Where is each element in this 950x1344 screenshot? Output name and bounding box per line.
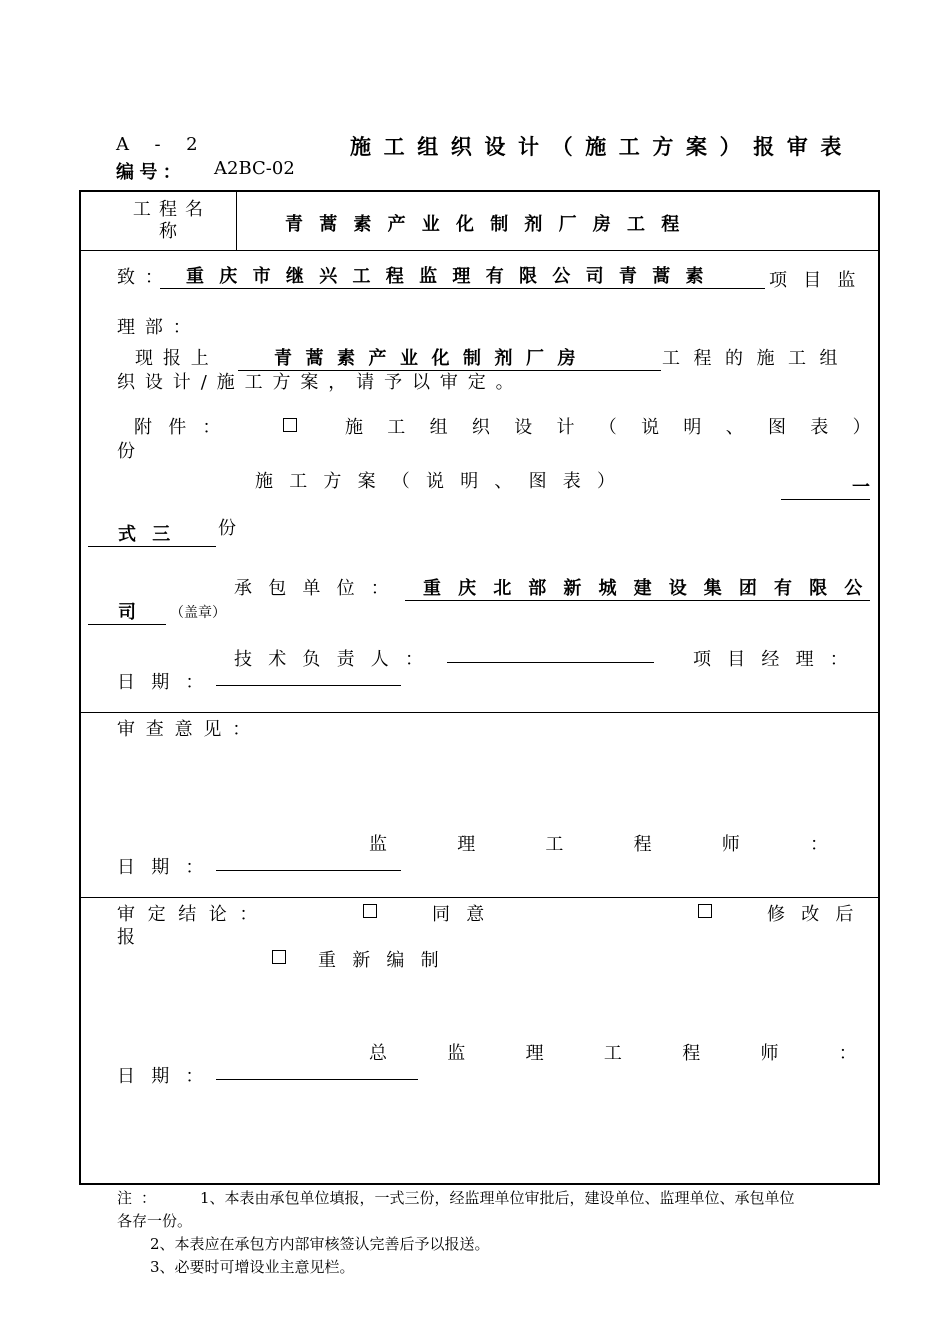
attachment-item-2: 施工方案（说明、图表） bbox=[255, 471, 632, 492]
seal-note: （盖章） bbox=[170, 605, 226, 621]
option-agree: 同意 bbox=[432, 904, 501, 925]
to-suffix-2: 理部： bbox=[117, 317, 201, 338]
redo-checkbox-icon[interactable] bbox=[272, 948, 286, 967]
option-revise-suffix: 报 bbox=[117, 927, 135, 948]
report-prefix: 现报上 bbox=[135, 348, 219, 369]
review-opinion-label: 审查意见： bbox=[117, 719, 261, 740]
project-manager-label: 项目经理： bbox=[693, 649, 864, 670]
divider bbox=[81, 897, 878, 898]
date-line-1[interactable] bbox=[216, 685, 401, 686]
contractor-value-a: 重庆北部新城建设集团有限公 bbox=[405, 574, 870, 601]
attachment-item-1: 施工组织设计（说明、图表） bbox=[345, 417, 895, 438]
form-number-value: A2BC-02 bbox=[214, 158, 295, 179]
conclusion-label: 审定结论： bbox=[117, 904, 270, 925]
attachment-item-2-count-b: 式三 bbox=[88, 520, 216, 547]
date-line-3[interactable] bbox=[216, 1079, 418, 1080]
divider bbox=[236, 192, 237, 250]
contractor-value-b: 司 bbox=[88, 598, 166, 625]
date-line-2[interactable] bbox=[216, 870, 401, 871]
option-revise: 修改后 bbox=[767, 904, 870, 925]
supervising-engineer-text: 监理工程师： bbox=[369, 834, 899, 855]
to-suffix: 项目监 bbox=[769, 270, 872, 291]
tech-lead-signature-line[interactable] bbox=[447, 662, 654, 663]
divider bbox=[81, 712, 878, 713]
to-label: 致： bbox=[117, 267, 173, 288]
revise-checkbox-icon[interactable] bbox=[698, 902, 712, 921]
date-label-2: 日期： bbox=[117, 857, 220, 878]
report-line-2: 织设计/施工方案，请予以审定。 bbox=[117, 372, 524, 393]
project-name-value: 青蒿素产业化制剂厂房工程 bbox=[285, 214, 696, 235]
report-value: 青蒿素产业化制剂厂房 bbox=[238, 344, 661, 371]
supervising-engineer-label bbox=[369, 830, 899, 856]
note-1a: 1、本表由承包单位填报，一式三份，经监理单位审批后，建设单位、监理单位、承包单位 bbox=[200, 1189, 795, 1207]
attachment-item-1-unit: 份 bbox=[117, 441, 135, 462]
date-label-1: 日期： bbox=[117, 672, 220, 693]
note-2: 2、本表应在承包方内部审核签认完善后予以报送。 bbox=[150, 1235, 490, 1253]
form-number-label: 编号： bbox=[116, 162, 187, 183]
chief-engineer-label: 总监理工程师： bbox=[369, 1043, 918, 1064]
attachment-item-2-count-a: 一 bbox=[781, 473, 870, 500]
note-3: 3、必要时可增设业主意见栏。 bbox=[150, 1258, 355, 1276]
date-label-3: 日期： bbox=[117, 1066, 220, 1087]
option-redo: 重新编制 bbox=[318, 950, 455, 971]
form-code: A - 2 bbox=[116, 134, 208, 155]
note-1b: 各存一份。 bbox=[117, 1212, 193, 1230]
attachment-item-2-unit: 份 bbox=[218, 518, 236, 539]
notes-label: 注： bbox=[117, 1189, 166, 1207]
attachment-label: 附件： bbox=[134, 417, 237, 438]
agree-checkbox-icon[interactable] bbox=[363, 902, 377, 921]
report-suffix: 工程的施工组 bbox=[662, 348, 851, 369]
project-name-label: 工程名称 bbox=[132, 199, 212, 242]
checkbox-icon[interactable] bbox=[283, 416, 297, 435]
divider bbox=[81, 250, 878, 251]
form-title: 施工组织设计（施工方案）报审表 bbox=[350, 134, 854, 159]
contractor-label: 承包单位： bbox=[234, 578, 405, 599]
tech-lead-label: 技术负责人： bbox=[234, 649, 440, 670]
to-value: 重庆市继兴工程监理有限公司青蒿素 bbox=[160, 262, 765, 289]
